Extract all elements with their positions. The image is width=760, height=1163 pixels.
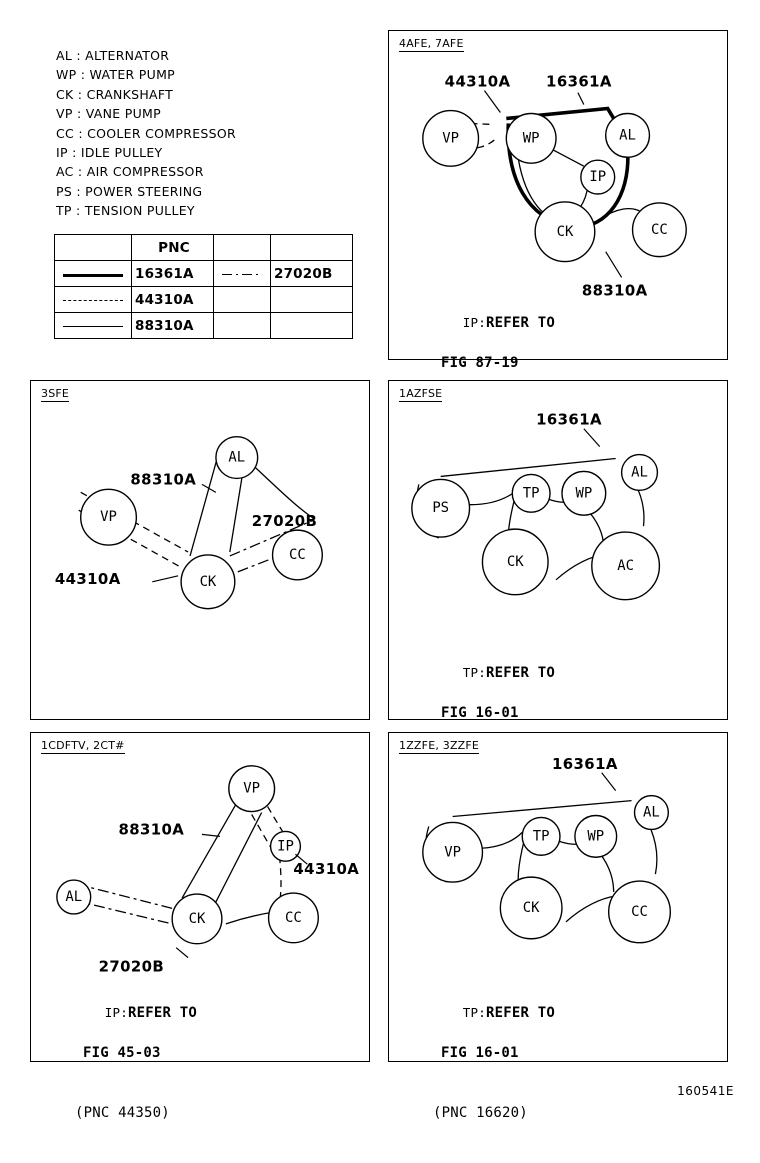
pnc-code: 44310A bbox=[132, 287, 214, 313]
panel-tag: 1AZFSE bbox=[399, 387, 443, 400]
abbreviation-list bbox=[56, 46, 236, 221]
part-label-88310a: 88310A bbox=[130, 470, 197, 489]
empty-cell bbox=[214, 313, 271, 339]
legend-item: IP : IDLE PULLEY bbox=[56, 145, 163, 161]
belt-path-88310a bbox=[190, 449, 220, 556]
pulley-label-vp: VP bbox=[243, 780, 261, 797]
line-style-thin bbox=[55, 313, 132, 339]
note-line: FIG 87-19 bbox=[441, 355, 519, 371]
pnc-code: 16361A bbox=[132, 261, 214, 287]
panel-tag: 4AFE, 7AFE bbox=[399, 37, 464, 50]
leader-16361a bbox=[578, 93, 584, 105]
leader-27020b bbox=[176, 948, 188, 958]
note-prefix: TP: bbox=[462, 1005, 486, 1020]
pulley-label-ck: CK bbox=[556, 223, 574, 240]
note-line: (PNC 16620) bbox=[433, 1105, 528, 1121]
reference-note-1cdftv bbox=[53, 983, 197, 1163]
line-style-dashdot bbox=[214, 261, 271, 287]
table-row bbox=[55, 313, 353, 339]
legend-item: WP : WATER PUMP bbox=[56, 67, 176, 83]
pulley-label-vp: VP bbox=[444, 844, 462, 861]
pulley-label-wp: WP bbox=[587, 828, 605, 845]
note-prefix: IP: bbox=[462, 315, 486, 330]
leader-44310a bbox=[152, 576, 178, 582]
belt-path-16361a-top bbox=[453, 801, 632, 817]
legend-item: PS : POWER STEERING bbox=[56, 183, 203, 199]
swatch-cell-empty bbox=[55, 235, 132, 261]
pulley-label-ac: AC bbox=[617, 557, 634, 574]
pulley-label-ps: PS bbox=[432, 500, 450, 517]
part-label-27020b: 27020B bbox=[98, 957, 165, 976]
table-row bbox=[55, 235, 353, 261]
pulley-label-ck: CK bbox=[199, 573, 217, 590]
note-line: REFER TO bbox=[485, 665, 555, 681]
engine-panel-4afe bbox=[388, 30, 728, 371]
part-label-16361a: 16361A bbox=[536, 410, 602, 429]
note-prefix: IP: bbox=[104, 1005, 128, 1020]
leader-88310a bbox=[606, 252, 622, 278]
pulley-label-al: AL bbox=[228, 449, 246, 466]
figure-code: 160541E bbox=[677, 1084, 734, 1098]
line-style-dashed bbox=[55, 287, 132, 313]
belt-path-44310a-3 bbox=[280, 856, 281, 902]
part-label-16361a: 16361A bbox=[552, 754, 618, 773]
part-label-44310a: 44310A bbox=[444, 72, 511, 91]
part-label-27020b: 27020B bbox=[251, 512, 318, 531]
leader-88310a bbox=[202, 834, 220, 836]
pnc-code: 27020B bbox=[271, 261, 353, 287]
table-row bbox=[55, 261, 353, 287]
part-label-16361a: 16361A bbox=[546, 72, 612, 91]
belt-path-88310a bbox=[182, 805, 236, 898]
pulley-label-al: AL bbox=[631, 464, 648, 481]
pulley-label-tp: TP bbox=[532, 828, 550, 845]
engine-panel-1cdftv bbox=[30, 732, 370, 1121]
line-style-thick bbox=[55, 261, 132, 287]
pulley-label-ip: IP bbox=[589, 169, 607, 186]
reference-note-1zzfe bbox=[411, 983, 555, 1163]
pulley-label-ck: CK bbox=[188, 910, 206, 927]
swatch-cell-empty bbox=[214, 235, 271, 261]
pnc-legend-table bbox=[54, 234, 353, 339]
pulley-label-cc: CC bbox=[289, 546, 306, 563]
panel-tag: 1CDFTV, 2CT# bbox=[41, 739, 125, 752]
pulley-label-tp: TP bbox=[522, 485, 540, 502]
note-line: FIG 16-01 bbox=[441, 705, 519, 721]
pulley-label-al: AL bbox=[65, 889, 83, 905]
panel-tag: 1ZZFE, 3ZZFE bbox=[399, 739, 480, 752]
note-line: (PNC 44350) bbox=[75, 1105, 170, 1121]
pulley-label-cc: CC bbox=[285, 909, 302, 926]
legend-item: VP : VANE PUMP bbox=[56, 106, 161, 122]
empty-cell bbox=[271, 287, 353, 313]
part-label-44310a: 44310A bbox=[293, 860, 360, 879]
empty-cell bbox=[214, 287, 271, 313]
note-line: REFER TO bbox=[485, 315, 555, 331]
leader-44310a bbox=[484, 91, 500, 113]
note-line: REFER TO bbox=[127, 1005, 197, 1021]
empty-cell bbox=[271, 235, 353, 261]
belt-path-27020b bbox=[77, 884, 186, 912]
legend-item: AC : AIR COMPRESSOR bbox=[56, 164, 204, 180]
pulley-label-wp: WP bbox=[522, 130, 540, 147]
empty-cell bbox=[271, 313, 353, 339]
note-line: FIG 45-03 bbox=[83, 1045, 161, 1061]
pulley-label-al: AL bbox=[643, 804, 660, 821]
legend-item: CC : COOLER COMPRESSOR bbox=[56, 125, 237, 141]
note-prefix: TP: bbox=[462, 665, 486, 680]
legend-item: CK : CRANKSHAFT bbox=[56, 86, 174, 102]
pulley-label-ip: IP bbox=[277, 838, 294, 855]
part-label-88310a: 88310A bbox=[581, 281, 648, 300]
pnc-code: 88310A bbox=[132, 313, 214, 339]
part-label-88310a: 88310A bbox=[118, 820, 185, 839]
pulley-label-cc: CC bbox=[631, 903, 648, 920]
leader-16361a bbox=[602, 773, 616, 791]
belt-routing-diagram-3sfe bbox=[31, 381, 369, 719]
pulley-label-ck: CK bbox=[522, 899, 540, 916]
pulley-label-vp: VP bbox=[442, 130, 460, 147]
pulley-label-cc: CC bbox=[651, 221, 668, 238]
pulley-label-ck: CK bbox=[506, 553, 524, 570]
legend-panel bbox=[30, 30, 370, 360]
engine-panel-1azfse bbox=[388, 380, 728, 720]
pulley-label-wp: WP bbox=[575, 485, 593, 502]
engine-panel-3sfe bbox=[30, 380, 370, 720]
table-row bbox=[55, 287, 353, 313]
legend-item: TP : TENSION PULLEY bbox=[56, 203, 195, 219]
note-line: FIG 16-01 bbox=[441, 1045, 519, 1061]
pulley-label-al: AL bbox=[619, 127, 636, 144]
panel-tag: 3SFE bbox=[41, 387, 70, 400]
pnc-header: PNC bbox=[132, 235, 214, 261]
legend-item: AL : ALTERNATOR bbox=[56, 48, 170, 63]
part-label-44310a: 44310A bbox=[54, 569, 121, 588]
note-line: REFER TO bbox=[485, 1005, 555, 1021]
pulley-label-vp: VP bbox=[100, 509, 117, 526]
leader-16361a bbox=[584, 429, 600, 447]
